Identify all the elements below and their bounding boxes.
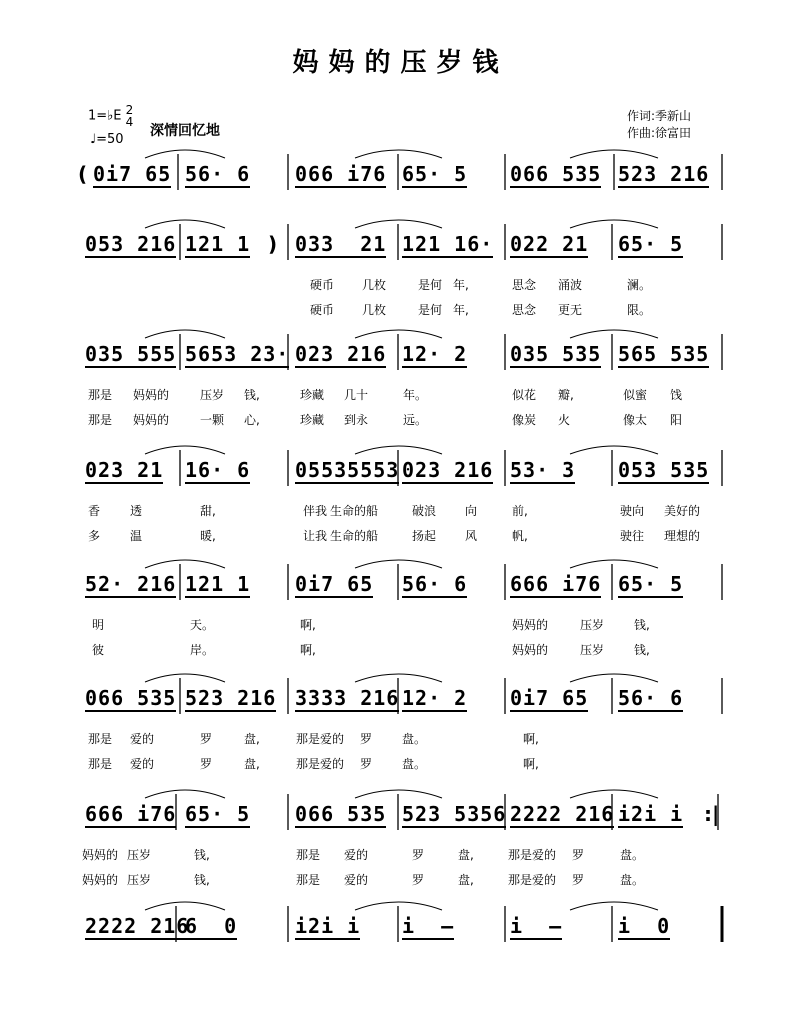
lyric-word: 破浪	[412, 504, 437, 518]
score-row	[0, 320, 801, 440]
slur	[570, 902, 658, 910]
lyric-word: 香	[88, 504, 101, 518]
page-title: 妈妈的压岁钱	[292, 48, 509, 78]
lyric-word: 是何	[418, 303, 443, 317]
lyric-word: 压岁	[127, 848, 152, 862]
lyric-word: 压岁	[580, 618, 605, 632]
lyric-word: 妈妈的	[133, 413, 170, 427]
lyric-word: 心,	[244, 413, 260, 427]
key-signature	[88, 104, 133, 128]
lyric-word: 年,	[453, 303, 469, 317]
measure: 053 535	[618, 458, 710, 482]
slur	[570, 674, 658, 682]
lyric-word: 爱的	[130, 757, 155, 771]
slur	[570, 790, 658, 798]
repeat-end: :|	[704, 802, 720, 826]
lyric-word: 压岁	[580, 643, 605, 657]
lyric-word: 几枚	[362, 303, 387, 317]
lyric-word: 伴我	[303, 504, 328, 518]
score-row	[0, 550, 801, 670]
lyric-word: 罗	[412, 873, 425, 887]
measure: 023 21	[85, 458, 164, 482]
lyric-word: 生命的船	[330, 504, 379, 518]
slur	[145, 560, 225, 568]
slur	[145, 220, 225, 228]
lyric-word: 那是爱的	[508, 873, 557, 887]
lyric-word: 理想的	[664, 529, 701, 543]
lyric-word: 硬币	[310, 303, 335, 317]
lyric-word: 爱的	[344, 848, 369, 862]
measure: 066 535	[85, 686, 177, 710]
measure: 066 535	[510, 162, 602, 186]
lyric-word: 罗	[572, 873, 585, 887]
key-prefix: 1=	[88, 108, 108, 124]
lyric-word: 年。	[403, 388, 428, 402]
composer: 作曲:徐富田	[627, 126, 692, 140]
lyric-word: 那是爱的	[508, 848, 557, 862]
lyric-word: 那是	[296, 873, 321, 887]
measure: 066 i76	[295, 162, 387, 186]
measure: i2i i	[618, 802, 684, 826]
close-paren: )	[268, 232, 278, 256]
lyricist: 作词:季新山	[627, 109, 692, 123]
lyric-word: 盘,	[458, 848, 474, 862]
lyric-word: 风	[465, 529, 478, 543]
lyric-word: 盘。	[620, 873, 645, 887]
measure: 65· 5	[618, 572, 684, 596]
lyric-word: 妈妈的	[82, 848, 119, 862]
slur	[145, 902, 225, 910]
lyric-word: 爱的	[130, 732, 155, 746]
lyric-word: 涌波	[558, 278, 583, 292]
measure: 565 535	[618, 342, 710, 366]
lyric-word: 盘,	[244, 732, 260, 746]
measure: 033 21	[295, 232, 387, 256]
lyric-word: 啊,	[300, 618, 316, 632]
measure: 053 216	[85, 232, 177, 256]
measure: 121 16·	[402, 232, 494, 256]
lyric-word: 温	[130, 529, 143, 543]
measure: 6 0	[185, 914, 238, 938]
score-row	[0, 780, 801, 900]
lyric-word: 美好的	[664, 504, 701, 518]
measure: i –	[510, 914, 563, 938]
lyric-word: 妈妈的	[133, 388, 170, 402]
measure: 121 1	[185, 232, 251, 256]
measure: 035 535	[510, 342, 602, 366]
expression-mark: 深情回忆地	[150, 123, 220, 139]
slur	[145, 330, 225, 338]
lyric-word: 明	[92, 618, 105, 632]
lyric-word: 那是	[88, 757, 113, 771]
lyric-word: 像炭	[512, 413, 537, 427]
lyric-word: 钱,	[194, 848, 210, 862]
measure: 023 216	[402, 458, 494, 482]
lyric-word: 那是	[88, 732, 113, 746]
time-signature	[126, 104, 134, 128]
lyric-word: 生命的船	[330, 529, 379, 543]
measure: 65· 5	[402, 162, 468, 186]
measure: i –	[402, 914, 455, 938]
lyric-word: 钱,	[194, 873, 210, 887]
lyric-word: 那是	[296, 848, 321, 862]
lyric-word: 更无	[558, 303, 583, 317]
key-flat: ♭E	[107, 108, 122, 124]
lyric-word: 甜,	[200, 504, 216, 518]
measure: 035 555	[85, 342, 177, 366]
lyric-word: 远。	[403, 413, 428, 427]
lyric-word: 啊,	[523, 757, 539, 771]
lyric-word: 扬起	[412, 529, 437, 543]
lyric-word: 罗	[572, 848, 585, 862]
lyric-word: 压岁	[200, 388, 225, 402]
measure: 56· 6	[618, 686, 684, 710]
measure: 121 1	[185, 572, 251, 596]
measure: 0i7 65	[295, 572, 374, 596]
lyric-word: 思念	[512, 303, 537, 317]
lyric-word: 澜。	[627, 278, 652, 292]
lyric-word: 多	[88, 529, 101, 543]
lyric-word: 到永	[344, 413, 369, 427]
measure: 56· 6	[402, 572, 468, 596]
score-row	[0, 892, 801, 1012]
slur	[145, 446, 225, 454]
lyric-word: 钱,	[634, 643, 650, 657]
lyric-word: 盘,	[244, 757, 260, 771]
lyric-word: 啊,	[300, 643, 316, 657]
lyric-word: 盘,	[458, 873, 474, 887]
measure: 65· 5	[185, 802, 251, 826]
lyric-word: 驶往	[620, 529, 645, 543]
lyric-word: 那是爱的	[296, 757, 345, 771]
lyric-word: 彼	[92, 643, 105, 657]
measure: 523 216	[185, 686, 277, 710]
tempo-value: =50	[96, 132, 124, 147]
lyric-word: 妈妈的	[512, 643, 549, 657]
lyric-word: 那是	[88, 413, 113, 427]
lyric-word: 几枚	[362, 278, 387, 292]
lyric-word: 妈妈的	[512, 618, 549, 632]
quarter-note-icon: ♩	[90, 132, 97, 147]
lyric-word: 钱,	[244, 388, 260, 402]
lyric-word: 年,	[453, 278, 469, 292]
lyric-word: 一颗	[200, 413, 225, 427]
measure: 3333 216	[295, 686, 400, 710]
slur	[145, 150, 225, 158]
measure: 12· 2	[402, 342, 468, 366]
lyric-word: 珍藏	[300, 388, 325, 402]
slur	[145, 674, 225, 682]
measure: 05535553	[295, 458, 400, 482]
lyric-word: 罗	[200, 732, 213, 746]
lyric-word: 罗	[412, 848, 425, 862]
lyric-word: 珍藏	[300, 413, 325, 427]
measure: 0i7 65	[510, 686, 589, 710]
time-top: 2	[125, 103, 134, 117]
lyric-word: 盘。	[402, 757, 427, 771]
credits	[627, 108, 691, 142]
lyric-word: 透	[130, 504, 143, 518]
measure: 16· 6	[185, 458, 251, 482]
lyric-word: 爱的	[344, 873, 369, 887]
measure: 523 5356	[402, 802, 507, 826]
lyric-word: 饯	[670, 388, 683, 402]
lyric-word: 啊,	[523, 732, 539, 746]
lyric-word: 让我	[303, 529, 328, 543]
lyric-word: 像太	[623, 413, 648, 427]
measure: 2222 216	[85, 914, 190, 938]
lyric-word: 前,	[512, 504, 528, 518]
lyric-word: 向	[465, 504, 478, 518]
lyric-word: 盘。	[402, 732, 427, 746]
measure: i2i i	[295, 914, 361, 938]
slur	[570, 560, 658, 568]
open-paren: (	[78, 162, 88, 186]
lyric-word: 那是爱的	[296, 732, 345, 746]
lyric-word: 妈妈的	[82, 873, 119, 887]
slur	[145, 790, 225, 798]
measure: 023 216	[295, 342, 387, 366]
measure: 666 i76	[85, 802, 177, 826]
time-bottom: 4	[125, 115, 134, 129]
measure: 56· 6	[185, 162, 251, 186]
slur	[570, 446, 658, 454]
lyric-word: 几十	[344, 388, 369, 402]
lyric-word: 似蜜	[623, 388, 648, 402]
score-row	[0, 210, 801, 330]
lyric-word: 那是	[88, 388, 113, 402]
measure: 066 535	[295, 802, 387, 826]
lyric-word: 钱,	[634, 618, 650, 632]
lyric-word: 是何	[418, 278, 443, 292]
lyric-word: 似花	[512, 388, 537, 402]
slur	[570, 330, 658, 338]
measure: 5653 23·	[185, 342, 290, 366]
measure: 2222 216	[510, 802, 615, 826]
measure: 53· 3	[510, 458, 576, 482]
measure: 65· 5	[618, 232, 684, 256]
lyric-word: 盘。	[620, 848, 645, 862]
measure: i 0	[618, 914, 671, 938]
measure: 12· 2	[402, 686, 468, 710]
lyric-word: 阳	[670, 413, 683, 427]
lyric-word: 岸。	[190, 643, 215, 657]
lyric-word: 暖,	[200, 529, 216, 543]
lyric-word: 罗	[360, 757, 373, 771]
lyric-word: 帆,	[512, 529, 528, 543]
measure: 0i7 65	[93, 162, 172, 186]
slur	[570, 220, 658, 228]
lyric-word: 罗	[200, 757, 213, 771]
measure: 523 216	[618, 162, 710, 186]
measure: 022 21	[510, 232, 589, 256]
lyric-word: 驶向	[620, 504, 645, 518]
lyric-word: 硬币	[310, 278, 335, 292]
lyric-word: 罗	[360, 732, 373, 746]
lyric-word: 思念	[512, 278, 537, 292]
score-row	[0, 436, 801, 556]
lyric-word: 火	[558, 413, 571, 427]
score-row	[0, 664, 801, 784]
lyric-word: 天。	[190, 618, 215, 632]
measure: 52· 216	[85, 572, 177, 596]
lyric-word: 压岁	[127, 873, 152, 887]
measure: 666 i76	[510, 572, 602, 596]
lyric-word: 限。	[627, 303, 652, 317]
lyric-word: 瓣,	[558, 388, 574, 402]
